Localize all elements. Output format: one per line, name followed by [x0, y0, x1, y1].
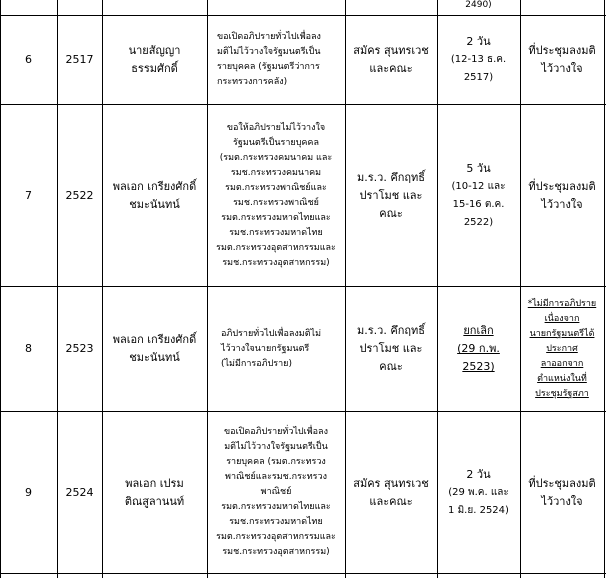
row-number-text: 8: [25, 342, 32, 355]
row-days: [437, 16, 520, 104]
motion-line: (ไม่มีการอภิปราย): [221, 358, 292, 369]
row-year: [57, 412, 102, 573]
mover-line: และคณะ: [369, 62, 413, 75]
row-number: [0, 287, 57, 411]
row-number-text: 6: [25, 53, 32, 66]
days-line: 15-16 ต.ค.: [452, 198, 505, 210]
motion-line: รายบุคคล (รมต.กระทรวง: [226, 457, 326, 467]
row-mover: [345, 16, 437, 104]
motion-line: รมช.กระทรวงพาณิชย์: [233, 197, 319, 208]
row-motion: [207, 105, 345, 286]
row-number-text: 9: [25, 485, 32, 499]
motion-line: รมช.กระทรวงมหาดไทย: [229, 227, 323, 238]
row-result-note: [520, 287, 604, 411]
row-number: [0, 412, 57, 573]
mover-line: ม.ร.ว. คึกฤทธิ์: [357, 170, 425, 184]
row-year-text: 2523: [65, 342, 94, 355]
row-pm-name: [102, 287, 207, 411]
row-mover: [345, 287, 437, 411]
motion-line: รมช.กระทรวงอุตสาหกรรม): [222, 547, 330, 557]
row-motion: [207, 16, 345, 104]
pm-name-line: นายสัญญา: [128, 44, 181, 57]
row-pm-name: [102, 16, 207, 104]
pm-name-line: ติณสูลานนท์: [124, 494, 185, 508]
result-line: ประชุมรัฐสภา: [535, 388, 589, 399]
result-line: ที่ประชุมลงมติ: [528, 44, 596, 57]
row-pm-name: [102, 105, 207, 286]
row-motion: [207, 412, 345, 573]
motion-line: รัฐมนตรีเป็นรายบุคคล: [233, 137, 319, 148]
motion-line: ขอให้อภิปรายไม่ไว้วางใจ: [226, 122, 326, 133]
days-line: 2517): [463, 72, 494, 83]
result-line: ไว้วางใจ: [541, 197, 583, 211]
mover-line: ปราโมช และคณะ: [359, 342, 423, 373]
row-days: [437, 105, 520, 286]
row-number: [0, 16, 57, 104]
column-border: [604, 0, 605, 578]
motion-line: กระทรวงการคลัง): [217, 77, 288, 87]
row-year: [57, 105, 102, 286]
motion-line: รมช.กระทรวงอุตสาหกรรม): [222, 257, 330, 268]
row-mover: [345, 412, 437, 573]
motion-line: รมต.กระทรวงพาณิชย์และ: [225, 182, 327, 193]
days-line: 1 มิ.ย. 2524): [448, 504, 509, 516]
days-line: 2 วัน: [466, 467, 491, 481]
row-result: [520, 16, 604, 104]
motion-line: อภิปรายทั่วไปเพื่อลงมติไม่: [221, 328, 321, 339]
motion-line: มติไม่ไว้วางใจรัฐมนตรีเป็น: [224, 442, 328, 452]
result-line: ลาออกจาก: [540, 358, 584, 369]
motion-line: พาณิชย์และรมช.กระทรวง: [225, 472, 327, 482]
pm-name-line: พลเอก เกรียงศักดิ์: [112, 179, 197, 193]
result-line: ไว้วางใจ: [541, 494, 583, 508]
motion-line: (รมต.กระทรวงคมนาคม และ: [219, 152, 333, 163]
mover-line: สมัคร สุนทรเวช: [353, 44, 429, 57]
days-line: (29 พ.ค. และ: [448, 486, 509, 498]
days-line: ยกเลิก: [463, 324, 494, 337]
days-line: 5 วัน: [466, 161, 491, 175]
mover-line: ม.ร.ว. คึกฤทธิ์: [357, 324, 425, 337]
result-line: ตำแหน่งในที่: [537, 373, 587, 384]
days-line: (10-12 และ: [451, 180, 506, 192]
days-line: 2522): [463, 216, 494, 228]
row-border: [0, 573, 606, 574]
motion-line: รมต.กระทรวงมหาดไทยและ: [221, 212, 331, 223]
row-year-text: 2522: [65, 188, 94, 202]
pm-name-line: ชมะนันทน์: [129, 197, 180, 211]
pm-name-line: ชมะนันทน์: [129, 351, 180, 364]
motion-line: รมต.กระทรวงอุตสาหกรรมและ: [216, 242, 336, 253]
motion-line: พาณิชย์: [260, 487, 292, 497]
row-days: [437, 287, 520, 411]
days-line: 2 วัน: [466, 35, 491, 48]
pm-name-line: พลเอก เปรม: [125, 476, 184, 490]
mover-line: สมัคร สุนทรเวช: [353, 476, 429, 490]
motion-line: มติไม่ไว้วางใจรัฐมนตรีเป็น: [217, 47, 321, 57]
row-pm-name: [102, 412, 207, 573]
row-mover: [345, 105, 437, 286]
motion-line: ขอเปิดอภิปรายทั่วไปเพื่อลง: [224, 427, 328, 437]
pm-name-line: พลเอก เกรียงศักดิ์: [112, 333, 197, 346]
top-fragment: [437, 0, 520, 14]
result-line: ที่ประชุมลงมติ: [528, 476, 596, 490]
result-line: *ไม่มีการอภิปราย: [527, 298, 597, 309]
result-line: ไว้วางใจ: [541, 62, 583, 75]
motion-line: ขอเปิดอภิปรายทั่วไปเพื่อลง: [217, 32, 321, 42]
row-result: [520, 105, 604, 286]
days-line: (29 ก.พ.: [457, 342, 500, 355]
motion-line: รมช.กระทรวงคมนาคม: [230, 167, 322, 178]
motion-line: รมต.กระทรวงอุตสาหกรรมและ: [216, 532, 336, 542]
row-year: [57, 16, 102, 104]
result-line: นายกรัฐมนตรีได้: [529, 328, 595, 339]
mover-line: ปราโมช และคณะ: [359, 188, 423, 220]
mover-line: และคณะ: [369, 494, 413, 508]
motion-line: รมต.กระทรวงมหาดไทยและ: [221, 502, 331, 512]
row-year-text: 2517: [65, 53, 94, 66]
result-line: เนื่องจาก: [544, 313, 580, 324]
row-motion: [207, 287, 345, 411]
motion-line: รายบุคคล (รัฐมนตรีว่าการ: [217, 62, 320, 72]
row-days: [437, 412, 520, 573]
days-line: (12-13 ธ.ค.: [450, 54, 507, 65]
result-line: ประกาศ: [546, 343, 578, 354]
motion-line: รมช.กระทรวงมหาดไทย: [229, 517, 323, 527]
result-line: ที่ประชุมลงมติ: [528, 179, 596, 193]
row-number-text: 7: [25, 188, 32, 202]
pm-name-line: ธรรมศักดิ์: [131, 62, 178, 75]
motion-line: ไว้วางใจนายกรัฐมนตรี: [221, 343, 310, 354]
row-year: [57, 287, 102, 411]
row-year-text: 2524: [65, 485, 94, 499]
days-line: 2523): [462, 360, 495, 373]
top-fragment-text: 2490): [465, 0, 492, 10]
row-number: [0, 105, 57, 286]
row-result: [520, 412, 604, 573]
